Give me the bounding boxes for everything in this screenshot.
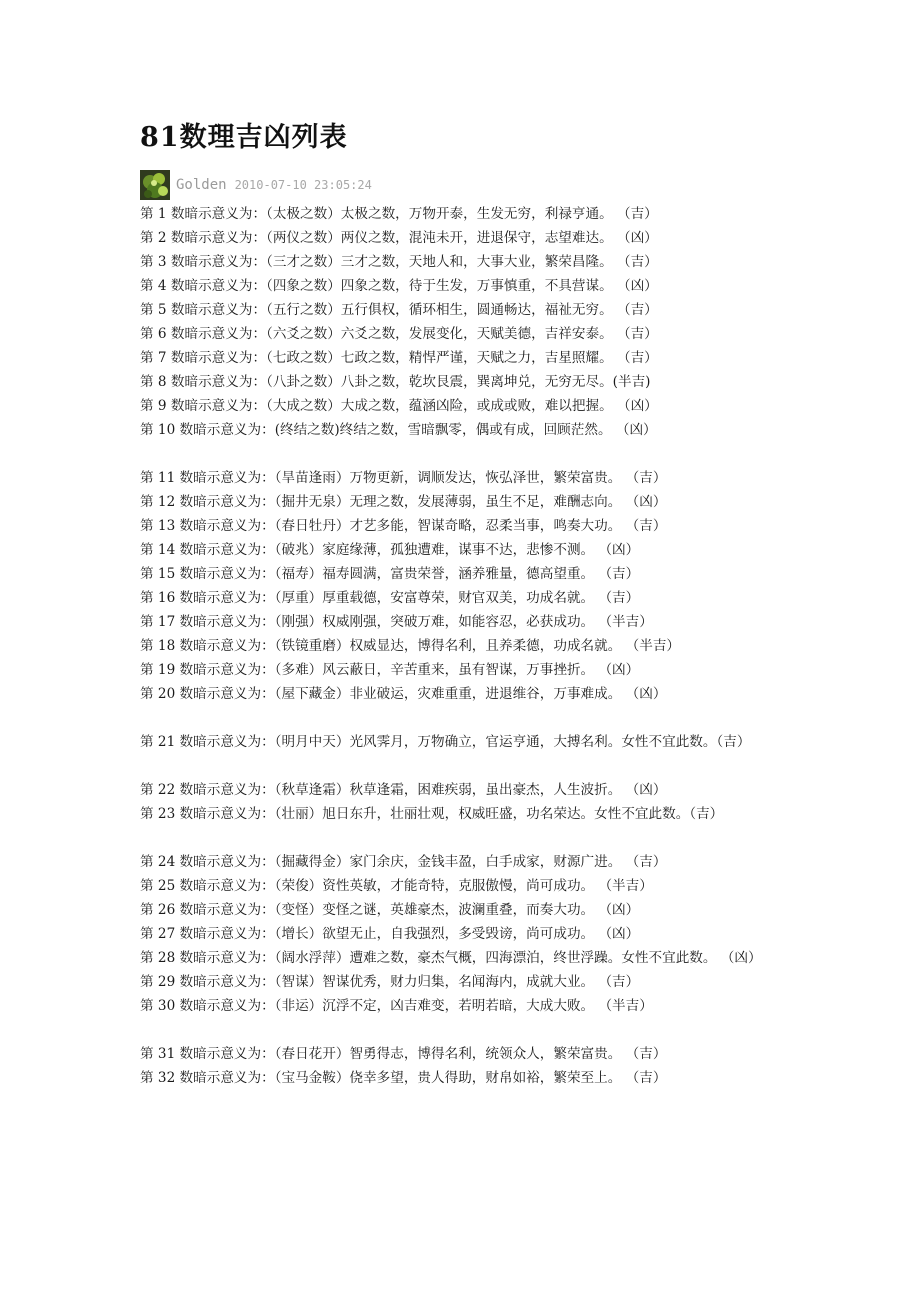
entry-group xyxy=(140,850,780,1018)
list-item: 第 17 数暗示意义为：（刚强）权威刚强，突破万难，如能容忍，必获成功。 （半吉） xyxy=(140,614,653,630)
list-item: 第 24 数暗示意义为：（掘藏得金）家门余庆，金钱丰盈，白手成家，财源广进。 （吉） xyxy=(140,854,667,870)
list-item: 第 5 数暗示意义为：（五行之数）五行俱权，循环相生，圆通畅达，福祉无穷。 （吉） xyxy=(140,302,658,318)
list-item: 第 18 数暗示意义为：（铁镜重磨）权威显达，博得名利，且养柔德，功成名就。 （半吉） xyxy=(140,638,681,654)
list-item: 第 1 数暗示意义为：（太极之数）太极之数，万物开泰，生发无穷，利禄亨通。 （吉） xyxy=(140,206,658,222)
group-spacer xyxy=(140,442,780,466)
article xyxy=(140,118,780,1090)
entry-group xyxy=(140,466,780,706)
green-leaf-avatar-icon xyxy=(140,170,170,200)
list-item: 第 32 数暗示意义为：（宝马金鞍）侥幸多望，贵人得助，财帛如裕，繁荣至上。 （吉） xyxy=(140,1070,667,1086)
list-item: 第 15 数暗示意义为：（福寿）福寿圆满，富贵荣誉，涵养雅量，德高望重。 （吉） xyxy=(140,566,640,582)
group-spacer xyxy=(140,706,780,730)
list-item: 第 11 数暗示意义为：（旱苗逢雨）万物更新，调顺发达，恢弘泽世，繁荣富贵。 （吉） xyxy=(140,470,667,486)
list-item: 第 26 数暗示意义为：（变怪）变怪之谜，英雄豪杰，波澜重叠，而奏大功。 （凶） xyxy=(140,902,640,918)
list-item: 第 29 数暗示意义为：（智谋）智谋优秀，财力归集，名闻海内，成就大业。 （吉） xyxy=(140,974,640,990)
list-item: 第 7 数暗示意义为：（七政之数）七政之数，精悍严谨，天赋之力，吉星照耀。 （吉） xyxy=(140,350,658,366)
entry-group xyxy=(140,1042,780,1090)
list-item: 第 28 数暗示意义为：（阔水浮萍）遭难之数，豪杰气概，四海漂泊，终世浮躁。女性不宜此数。 （凶） xyxy=(140,950,762,966)
list-item: 第 19 数暗示意义为：（多难）风云蔽日，辛苦重来，虽有智谋，万事挫折。 （凶） xyxy=(140,662,640,678)
list-item: 第 8 数暗示意义为：（八卦之数）八卦之数，乾坎艮震，巽离坤兑，无穷无尽。(半吉) xyxy=(140,374,651,390)
group-spacer xyxy=(140,826,780,850)
entry-group xyxy=(140,202,780,442)
list-item: 第 14 数暗示意义为：（破兆）家庭缘薄，孤独遭难，谋事不达，悲惨不测。 （凶） xyxy=(140,542,640,558)
group-spacer xyxy=(140,1018,780,1042)
list-item: 第 25 数暗示意义为：（荣俊）资性英敏，才能奇特，克服傲慢，尚可成功。 （半吉） xyxy=(140,878,653,894)
list-item: 第 20 数暗示意义为：（屋下藏金）非业破运，灾难重重，进退维谷，万事难成。 （凶） xyxy=(140,686,667,702)
list-item: 第 27 数暗示意义为：（增长）欲望无止，自我强烈，多受毁谤，尚可成功。 （凶） xyxy=(140,926,640,942)
list-item: 第 10 数暗示意义为：(终结之数)终结之数，雪暗飘零，偶或有成，回顾茫然。 （凶） xyxy=(140,422,657,438)
list-item: 第 16 数暗示意义为：（厚重）厚重载德，安富尊荣，财官双美，功成名就。 （吉） xyxy=(140,590,640,606)
list-item: 第 30 数暗示意义为：（非运）沉浮不定，凶吉难变，若明若暗，大成大败。 （半吉） xyxy=(140,998,653,1014)
list-item: 第 2 数暗示意义为：（两仪之数）两仪之数，混沌未开，进退保守，志望难达。 （凶） xyxy=(140,230,658,246)
entry-group xyxy=(140,778,780,826)
byline xyxy=(140,170,780,200)
list-item: 第 6 数暗示意义为：（六爻之数）六爻之数，发展变化，天赋美德，吉祥安泰。 （吉） xyxy=(140,326,658,342)
list-item: 第 12 数暗示意义为：（掘井无泉）无理之数，发展薄弱，虽生不足，难酬志向。 （凶） xyxy=(140,494,667,510)
list-item: 第 23 数暗示意义为：（壮丽）旭日东升，壮丽壮观，权威旺盛，功名荣达。女性不宜此数。（吉） xyxy=(140,806,724,822)
post-date: 2010-07-10 23:05:24 xyxy=(234,178,372,192)
list-item: 第 4 数暗示意义为：（四象之数）四象之数，待于生发，万事慎重，不具营谋。 （凶） xyxy=(140,278,658,294)
page-title: 81数理吉凶列表 xyxy=(140,122,348,153)
author-name[interactable]: Golden xyxy=(176,177,227,193)
entry-group xyxy=(140,730,780,754)
list-item: 第 13 数暗示意义为：（春日牡丹）才艺多能，智谋奇略，忍柔当事，鸣奏大功。 （吉） xyxy=(140,518,667,534)
list-item: 第 22 数暗示意义为：（秋草逢霜）秋草逢霜，困难疾弱，虽出豪杰，人生波折。 （凶） xyxy=(140,782,667,798)
list-item: 第 31 数暗示意义为：（春日花开）智勇得志，博得名利，统领众人，繁荣富贵。 （吉） xyxy=(140,1046,667,1062)
list-item: 第 21 数暗示意义为：（明月中天）光风霁月，万物确立，官运亨通，大搏名利。女性不宜此数。（吉） xyxy=(140,734,751,750)
list-item: 第 3 数暗示意义为：（三才之数）三才之数，天地人和，大事大业，繁荣昌隆。 （吉） xyxy=(140,254,658,270)
list-item: 第 9 数暗示意义为：（大成之数）大成之数，蕴涵凶险，或成或败，难以把握。 （凶） xyxy=(140,398,658,414)
group-spacer xyxy=(140,754,780,778)
entry-list xyxy=(140,202,780,1090)
